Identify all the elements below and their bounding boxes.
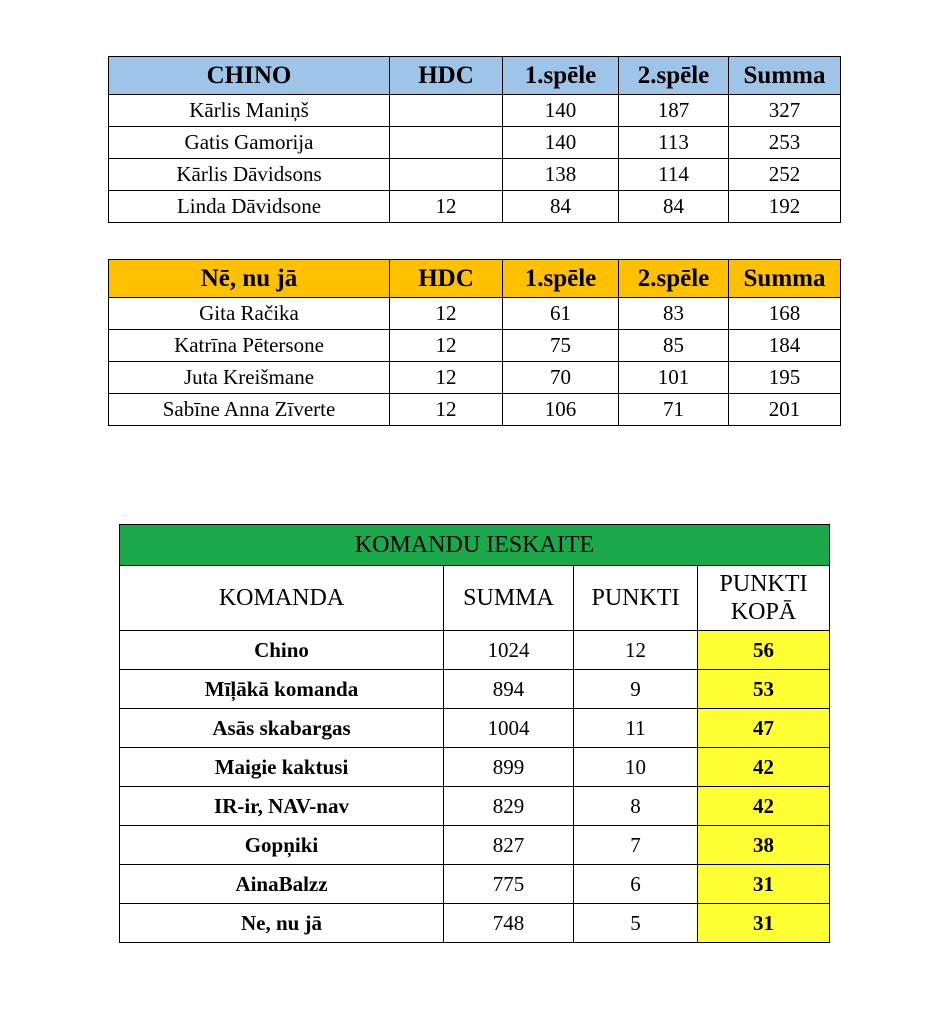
team-total-points: 56 <box>698 631 830 670</box>
team-points: 8 <box>574 787 698 826</box>
team-name: AinaBalzz <box>120 865 444 904</box>
game2-header: 2.spēle <box>619 260 729 298</box>
team-name: Asās skabargas <box>120 709 444 748</box>
team-name-header: Nē, nu jā <box>109 260 390 298</box>
points-header: PUNKTI <box>574 566 698 631</box>
table-row <box>109 159 841 191</box>
table-row <box>120 748 830 787</box>
total-points-header: PUNKTI KOPĀ <box>698 566 830 631</box>
table-row <box>120 865 830 904</box>
player-name: Kārlis Dāvidsons <box>109 159 390 191</box>
player-game2: 83 <box>619 298 729 330</box>
team-total-points: 31 <box>698 904 830 943</box>
sum-header: Summa <box>729 260 841 298</box>
player-sum: 327 <box>729 95 841 127</box>
player-sum: 252 <box>729 159 841 191</box>
standings-title: KOMANDU IESKAITE <box>120 525 830 566</box>
hdc-header: HDC <box>390 57 503 95</box>
player-hdc <box>390 159 503 191</box>
player-game2: 187 <box>619 95 729 127</box>
team-total-points: 47 <box>698 709 830 748</box>
player-name: Gatis Gamorija <box>109 127 390 159</box>
team-standings-table <box>119 524 830 943</box>
team-sum: 1024 <box>444 631 574 670</box>
player-hdc: 12 <box>390 298 503 330</box>
player-game2: 101 <box>619 362 729 394</box>
team-points: 11 <box>574 709 698 748</box>
table-row <box>109 298 841 330</box>
team-total-points: 31 <box>698 865 830 904</box>
player-game2: 114 <box>619 159 729 191</box>
player-name: Gita Račika <box>109 298 390 330</box>
player-game2: 71 <box>619 394 729 426</box>
player-name: Kārlis Maniņš <box>109 95 390 127</box>
player-sum: 168 <box>729 298 841 330</box>
table-header-row <box>109 260 841 298</box>
player-sum: 192 <box>729 191 841 223</box>
team-sum: 1004 <box>444 709 574 748</box>
table-row <box>120 787 830 826</box>
team-name: Ne, nu jā <box>120 904 444 943</box>
team-table-chino <box>108 56 841 223</box>
team-points: 9 <box>574 670 698 709</box>
player-sum: 253 <box>729 127 841 159</box>
table-row <box>120 670 830 709</box>
player-sum: 184 <box>729 330 841 362</box>
team-total-points: 42 <box>698 748 830 787</box>
player-game1: 140 <box>503 127 619 159</box>
team-points: 12 <box>574 631 698 670</box>
table-row <box>109 362 841 394</box>
game2-header: 2.spēle <box>619 57 729 95</box>
team-sum: 829 <box>444 787 574 826</box>
team-points: 5 <box>574 904 698 943</box>
player-sum: 195 <box>729 362 841 394</box>
team-header: KOMANDA <box>120 566 444 631</box>
table-header-row <box>109 57 841 95</box>
table-row <box>109 127 841 159</box>
team-name: Chino <box>120 631 444 670</box>
team-sum: 899 <box>444 748 574 787</box>
player-game1: 84 <box>503 191 619 223</box>
player-game2: 85 <box>619 330 729 362</box>
player-game1: 140 <box>503 95 619 127</box>
table-row <box>120 826 830 865</box>
player-game2: 84 <box>619 191 729 223</box>
player-hdc: 12 <box>390 394 503 426</box>
standings-title-row <box>120 525 830 566</box>
team-sum: 827 <box>444 826 574 865</box>
table-row <box>120 709 830 748</box>
player-hdc: 12 <box>390 191 503 223</box>
player-hdc <box>390 127 503 159</box>
table-row <box>120 904 830 943</box>
table-row <box>109 191 841 223</box>
team-name: Maigie kaktusi <box>120 748 444 787</box>
team-name: Mīļākā komanda <box>120 670 444 709</box>
player-game1: 61 <box>503 298 619 330</box>
team-points: 7 <box>574 826 698 865</box>
player-game1: 75 <box>503 330 619 362</box>
team-total-points: 38 <box>698 826 830 865</box>
player-hdc <box>390 95 503 127</box>
team-name-header: CHINO <box>109 57 390 95</box>
player-name: Katrīna Pētersone <box>109 330 390 362</box>
team-name: IR-ir, NAV-nav <box>120 787 444 826</box>
player-name: Linda Dāvidsone <box>109 191 390 223</box>
hdc-header: HDC <box>390 260 503 298</box>
team-sum: 775 <box>444 865 574 904</box>
team-total-points: 42 <box>698 787 830 826</box>
player-game1: 106 <box>503 394 619 426</box>
player-game1: 138 <box>503 159 619 191</box>
game1-header: 1.spēle <box>503 57 619 95</box>
team-sum: 894 <box>444 670 574 709</box>
player-sum: 201 <box>729 394 841 426</box>
team-points: 10 <box>574 748 698 787</box>
table-row <box>109 394 841 426</box>
standings-header-row <box>120 566 830 631</box>
team-sum: 748 <box>444 904 574 943</box>
player-game2: 113 <box>619 127 729 159</box>
player-hdc: 12 <box>390 362 503 394</box>
player-hdc: 12 <box>390 330 503 362</box>
table-row <box>109 95 841 127</box>
team-points: 6 <box>574 865 698 904</box>
table-row <box>109 330 841 362</box>
table-row <box>120 631 830 670</box>
team-table-ne-nu-ja <box>108 259 841 426</box>
sum-header: Summa <box>729 57 841 95</box>
game1-header: 1.spēle <box>503 260 619 298</box>
team-name: Gopņiki <box>120 826 444 865</box>
player-game1: 70 <box>503 362 619 394</box>
player-name: Juta Kreišmane <box>109 362 390 394</box>
sum-header: SUMMA <box>444 566 574 631</box>
player-name: Sabīne Anna Zīverte <box>109 394 390 426</box>
team-total-points: 53 <box>698 670 830 709</box>
